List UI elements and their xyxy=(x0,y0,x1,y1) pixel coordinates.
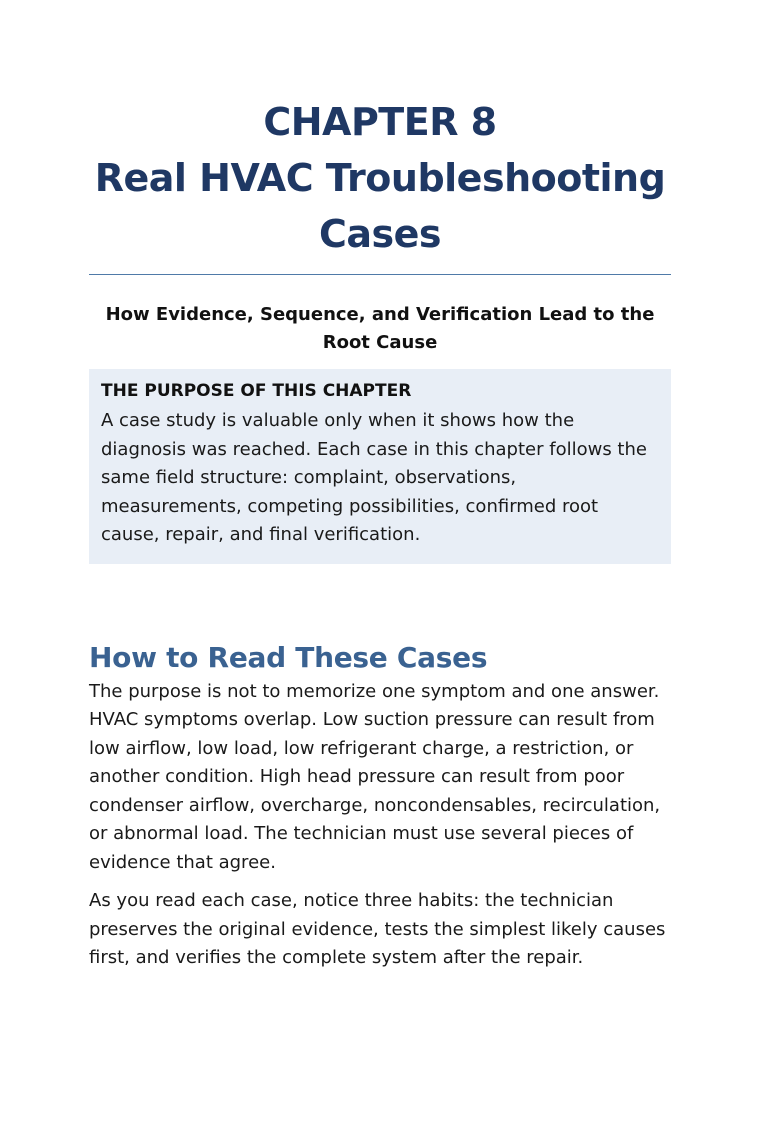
body-paragraph: The purpose is not to memorize one symptom and one answer. HVAC symptoms overlap. Low suction pressure can result from low airflow, low load, low refrigerant charge, a restriction, or another condition. High head pressure can result from poor condenser airflow, overcharge, noncondensables, recirculation, or abnormal load. The technician must use several pieces of evidence that agree. xyxy=(89,680,661,873)
title-divider xyxy=(89,274,671,275)
purpose-heading: THE PURPOSE OF THIS CHAPTER xyxy=(101,381,412,401)
purpose-callout-box xyxy=(89,369,671,564)
section-heading: How to Read These Cases xyxy=(89,640,488,674)
chapter-title xyxy=(89,94,671,262)
body-paragraph: As you read each case, notice three habits: the technician preserves the original evidence, tests the simplest likely causes first, and verifies the complete system after the repair. xyxy=(89,890,666,968)
chapter-title-line-1: Real HVAC Troubleshooting xyxy=(94,156,666,200)
chapter-subtitle: How Evidence, Sequence, and Verification Lead to the Root Cause xyxy=(105,304,655,353)
document-page xyxy=(89,0,671,973)
purpose-text: A case study is valuable only when it shows how the diagnosis was reached. Each case in this chapter follows the same field structure: complaint, observations, measurements, competing possibilities, confirmed root cause, repair, and final verification. xyxy=(101,410,647,545)
chapter-title-line-2: Cases xyxy=(318,212,442,256)
chapter-label: CHAPTER 8 xyxy=(263,100,497,144)
